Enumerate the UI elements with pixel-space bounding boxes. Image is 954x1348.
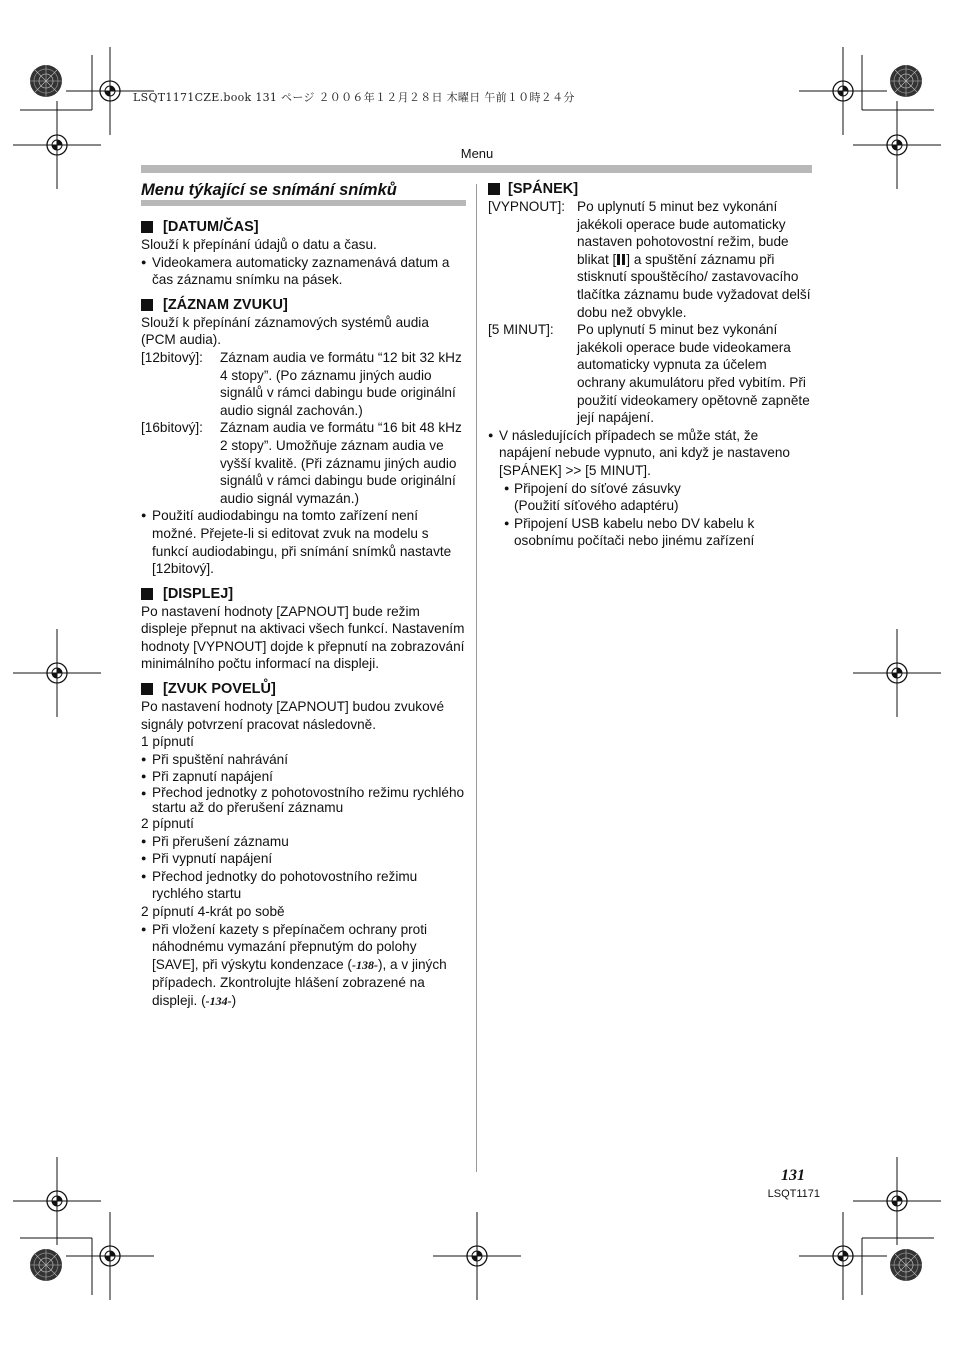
page-reference: -138- [351,957,378,972]
bullet-text: ) [231,992,237,1008]
model-code: LSQT1171 [767,1188,820,1200]
bullet-item: ● Přechod jednotky z pohotovostního režimu rychlého startu až do přerušení záznamu [141,786,466,815]
option-description [577,198,812,321]
section-heading-displej [141,585,466,603]
bullet-text: Při vložení kazety s přepínačem ochrany proti náhodnému vymazání přepnutým do polohy [SAVE], při výskytu kondenzace ( [152,921,428,972]
option-row [141,419,466,507]
left-column [141,180,466,1011]
sub-bullet-item: ● Připojení USB kabelu nebo DV kabelu k osobnímu počítači nebo jinému zařízení [488,515,812,550]
sub-bullet-continuation: (Použití síťového adaptéru) [514,498,679,514]
bullet-item: ● V následujících případech se může stát, že napájení nebude vypnuto, ani když je nastaveno [SPÁNEK] >> [5 MINUT]. [488,427,812,480]
section-heading-zvuk-povelu [141,680,466,698]
option-description: Záznam audia ve formátu “16 bit 48 kHz 2 stopy”. Umožňuje záznam audia ve vyšší kvalitě. (Při záznamu jiných audio signálů v rámci dabingu bude originální audio signál vymazán.) [220,420,462,506]
square-bullet-icon [141,588,153,600]
group-label: 2 pípnutí 4-krát po sobě [141,904,285,919]
section-heading-label: [ZVUK POVELŮ] [163,681,276,698]
sub-bullet-item: ● Připojení do síťové zásuvky [488,480,812,498]
section-heading-label: [DATUM/ČAS] [163,219,259,235]
page-title: Menu týkající se snímání snímků [141,181,397,199]
option-row [141,349,466,419]
square-bullet-icon [141,683,153,695]
option-text: Po uplynutí 5 minut bez vykonání jakékoli operace bude automaticky nastaven pohotovostní režim, bude blikat [ [577,199,789,267]
section-heading-datum [141,218,466,236]
section-heading-label: [DISPLEJ] [163,585,234,602]
bullet-text: ), a v jiných případech. Zkontrolujte hlášení zobrazené na displeji. ( [152,956,447,1008]
section-heading-label: [ZÁZNAM ZVUKU] [163,296,288,313]
section-heading-zaznam-zvuku [141,296,466,314]
option-row [488,198,812,321]
page-number: 131 [781,1167,805,1184]
right-column [488,180,812,550]
option-term: [16bitový]: [141,420,203,436]
pause-icon [616,254,626,265]
option-description: Po uplynutí 5 minut bez vykonání jakékoli operace bude videokamera automaticky vypnuta za účelem ochrany akumulátoru před vybitím. Při použití videokamery opětovně zapněte její napájení. [577,322,810,426]
running-header: Menu [460,146,494,161]
option-row [488,321,812,427]
section-heading-spanek [488,180,812,198]
group-label: 2 pípnutí [141,816,194,832]
page-reference: -134- [205,993,232,1008]
option-term: [12bitový]: [141,349,203,365]
column-divider [476,184,477,1172]
bullet-item: ● Při vypnutí napájení [141,850,466,868]
title-rule [141,200,466,206]
paragraph: Slouží k přepínání údajů o datu a času. [141,237,377,252]
option-description: Záznam audia ve formátu “12 bit 32 kHz 4 stopy”. (Po záznamu jiných audio signálů v rámci dabingu bude originální audio signál zachován.) [220,349,462,418]
group-label: 1 pípnutí [141,734,194,750]
square-bullet-icon [488,183,500,195]
bullet-item: ● Použití audiodabingu na tomto zařízení není možné. Přejete-li si editovat zvuk na modelu s funkcí audiodabingu, při snímání snímků nastavte [12bitový]. [141,507,466,577]
paragraph: Po nastavení hodnoty [ZAPNOUT] budou zvukové signály potvrzení pracovat následovně. [141,699,445,732]
square-bullet-icon [141,221,153,233]
bullet-item: ● Videokamera automaticky zaznamenává datum a čas záznamu snímku na pásek. [141,254,466,289]
bullet-item: ● Při zapnutí napájení [141,768,466,786]
option-term: [VYPNOUT]: [488,199,566,214]
bullet-item [141,921,466,1011]
paragraph: Po nastavení hodnoty [ZAPNOUT] bude režim displeje přepnut na aktivaci všech funkcí. Nastavením hodnoty [VYPNOUT] dojde k přepnutí na zobrazování minimálního počtu informací na displeji. [141,603,465,672]
option-text: ] a spuštění záznamu při stisknutí spouštěcího/ zastavovacího tlačítka záznamu bude vyžadovat delší dobu než obvykle. [577,251,811,320]
bullet-item: ● Přechod jednotky do pohotovostního režimu rychlého startu [141,868,466,903]
paragraph: Slouží k přepínání záznamových systémů audia (PCM audia). [141,314,429,348]
bullet-item: ● Při přerušení záznamu [141,833,466,851]
option-term: [5 MINUT]: [488,322,554,338]
bullet-item: ● Při spuštění nahrávání [141,751,466,769]
section-heading-label: [SPÁNEK] [508,181,579,197]
book-file-info: LSQT1171CZE.book 131 ページ ２００６年１２月２８日 木曜日 午前１０時２４分 [133,91,575,104]
header-rule [141,165,812,173]
square-bullet-icon [141,299,153,311]
